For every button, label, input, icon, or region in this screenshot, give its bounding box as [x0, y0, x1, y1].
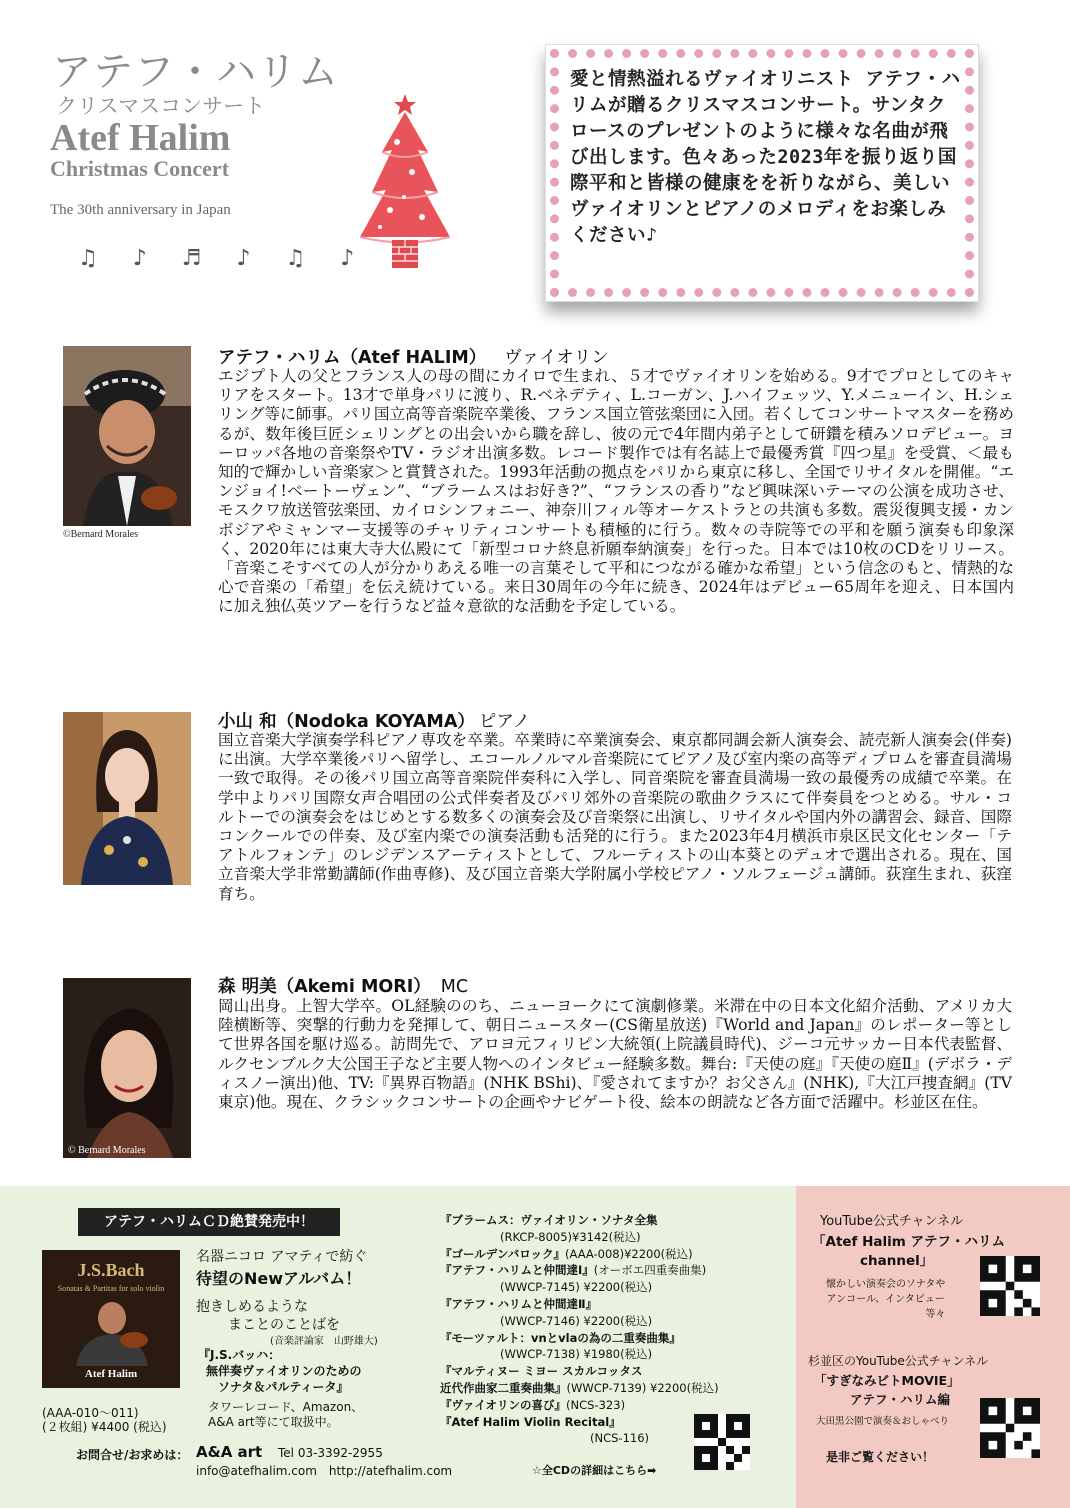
violinist-image	[62, 1296, 160, 1366]
youtube2-cta: 是非ご覧ください！	[826, 1450, 935, 1464]
contact-org: A&A art	[196, 1443, 263, 1461]
subtitle-en: Christmas Concert	[50, 156, 230, 181]
cd-item: 『ヴァイオリンの喜び』(NCS-323)	[440, 1397, 626, 1412]
review-quote2: まことのことばを	[228, 1317, 340, 1333]
album-cover-title: J.S.Bach	[77, 1260, 145, 1280]
artist-name: 森 明美（Akemi MORI）	[218, 977, 431, 997]
contact-label: お問合せ/お求めは：	[76, 1448, 189, 1462]
title-en: Atef Halim	[50, 117, 231, 159]
catalog-number: (AAA-010〜011)	[42, 1406, 139, 1420]
anniversary-text: The 30th anniversary in Japan	[50, 202, 231, 218]
youtube2-desc: 大田黒公園で演奏＆おしゃべり	[816, 1416, 950, 1427]
cd-item: (WWCP-7145) ¥2200(税込)	[500, 1280, 653, 1295]
artist-role: MC	[440, 977, 469, 997]
catalog-price: (２枚組) ¥4400 (税込)	[42, 1420, 167, 1434]
artist-role: ヴァイオリン	[504, 348, 609, 368]
cd-item: 近代作曲家二重奏曲集』(WWCP-7139) ¥2200(税込)	[440, 1380, 719, 1395]
cd-item: 『アテフ・ハリムと仲間達Ⅱ』	[440, 1296, 598, 1311]
youtube2-label: 杉並区のYouTube公式チャンネル	[808, 1354, 989, 1368]
all-cd-link[interactable]: ☆全CDの詳細はこちら➡	[532, 1464, 657, 1477]
album-cover-name: Atef Halim	[84, 1368, 138, 1380]
shops-line1: タワーレコード、Amazon、	[208, 1400, 364, 1414]
cd-item: (NCS-116)	[590, 1431, 650, 1446]
artist-name: アテフ・ハリム（Atef HALIM）	[218, 348, 487, 368]
atef-halim-photo	[63, 346, 191, 526]
bio-header-atef	[218, 344, 609, 369]
cd-banner: アテフ・ハリムＣＤ絶賛発売中！	[78, 1208, 340, 1236]
photo-credit: ©Bernard Morales	[63, 529, 139, 540]
youtube1-name2[interactable]: channel」	[860, 1253, 934, 1269]
cd-item: (WWCP-7146) ¥2200(税込)	[500, 1313, 653, 1328]
bio-header-mori	[218, 973, 468, 998]
artist-role: ピアノ	[478, 712, 530, 732]
bio-header-koyama	[218, 708, 530, 733]
cd-list	[440, 1212, 760, 1447]
album-line1: 名器ニコロ アマティで紡ぐ	[196, 1249, 368, 1265]
album-cover	[42, 1250, 180, 1388]
youtube1-name1[interactable]: 「Atef Halim アテフ・ハリム	[812, 1234, 1006, 1250]
photo-credit: © Bernard Morales	[68, 1145, 146, 1156]
album-title1: 『J.S.バッハ：	[198, 1348, 281, 1362]
bio-text-koyama: 国立音楽大学演奏学科ピアノ専攻を卒業。卒業時に卒業演奏会、東京都同調会新人演奏会、読売新人演奏会(伴奏)に出演。大学卒業後パリへ留学し、エコールノルマル音楽院にてピアノ及び室内楽の高等ディプロムを審査員満場一致で取得。その後パリ国立高等音楽院伴奏科に入学し、同音楽院を審査員満場一致の最優秀の成績で卒業。在学中よりパリ国際女声合唱団の公式伴奏者及びパリ郊外の音楽院の歌曲クラスにて伴奏員をつとめる。サル・コルトーでの演奏会をはじめとする数多くの演奏会及び音楽祭に出演し、リサイタルや国内外の講習会、録音、国際コンクールでの伴奏、及び室内楽での演奏活動も活発的に行う。また2023年4月横浜市泉区民文化センター「テアトルフォンテ」のレジデンスアーティストとして、フルーティストの山本葵とのデュオで選出される。現在、国立音楽大学非常勤講師(作曲専修)、及び国立音楽大学附属小学校ピアノ・ソルフェージュ講師。荻窪生まれ、荻窪育ち。	[218, 731, 1012, 903]
intro-message: 愛と情熱溢れるヴァイオリニスト アテフ・ハリムが贈るクリスマスコンサート。サンタクロースのプレゼントのように様々な名曲が飛び出します。色々あった2023年を振り返り国際平和と皆様の健康をを祈りながら、美しいヴァイオリンとピアノのメロディをお楽しみください♪	[570, 69, 961, 246]
cd-item: 『アテフ・ハリムと仲間達Ⅰ』(オーボエ四重奏曲集)	[440, 1263, 707, 1278]
contact-mail[interactable]: info@atefhalim.com http://atefhalim.com	[196, 1464, 453, 1478]
bio-text-atef: エジプト人の父とフランス人の母の間にカイロで生まれ、５才でヴァイオリンを始める。9才でプロとしてのキャリアをスタート。13才で単身パリに渡り、R.ベネデティ、L.コーガン、J.ハイフェッツ、Y.メニューイン、H.シェリング等に師事。パリ国立高等音楽院卒業後、フランス国立管弦楽団に入団。若くしてコンサートマスターを務めるが、数年後巨匠シェリングとの出会いから職を辞し、彼の元で4年間内弟子として研鑽を積みソロデビュー。ヨーロッパ各地の音楽祭やTV・ラジオ出演多数。レコード製作では有名誌上で最優秀賞『四つ星』を受賞、＜最も知的で輝かしい音楽家＞と賞賛された。1993年活動の拠点をパリから東京に移し、全国でリサイタルを開催。“エンジョイ!ベートーヴェン”、“ブラームスはお好き?”、“フランスの香り”など興味深いテーマの公演を成功させ、モスクワ放送管弦楽団、カイロシンフォニー、神奈川フィル等オーケストラとの共演も多数。震災復興支援・カンボジアやミャンマー支援等のチャリティコンサートも積極的に行う。数々の寺院等での平和を願う演奏も印象深く、2020年には東大寺大仏殿にて「新型コロナ終息祈願奉納演奏」を行った。日本では10枚のCDをリリース。「音楽こそすべての人が分かりあえる唯一の言葉そして平和につながる確かな希望」という信念のもと、情熱的な心で音楽の「希望」を伝え続けている。来日30周年の今年に続き、2024年はデビュー65周年を迎え、日本国内に加え独仏英ツアーを行うなど益々意欲的な活動を予定している。	[218, 367, 1014, 616]
album-cover-sub: Sonatas & Partitas for solo violin	[57, 1284, 165, 1293]
title-jp: アテフ・ハリム	[52, 49, 339, 95]
cd-item: 『ブラームス：ヴァイオリン・ソナタ全集	[440, 1213, 658, 1227]
cd-item: 『ゴールデンバロック』(AAA-008)¥2200(税込)	[440, 1246, 693, 1261]
youtube1-desc: 懐かしい演奏会のソナタや アンコール、インタビュー 等々	[826, 1279, 946, 1320]
qr-code-youtube2[interactable]	[980, 1398, 1040, 1458]
intro-message-card	[545, 44, 979, 302]
review-quote1: 抱きしめるような	[196, 1299, 308, 1315]
album-line2: 待望のNewアルバム！	[196, 1269, 362, 1288]
album-title3: ソナタ＆パルティータ』	[218, 1380, 349, 1394]
cd-item: 『モーツァルト：vnとvlaの為の二重奏曲集』	[440, 1330, 681, 1345]
artist-name: 小山 和（Nodoka KOYAMA）	[218, 712, 475, 732]
contact-tel: Tel 03-3392-2955	[278, 1446, 383, 1460]
cd-item: 『マルティヌー ミヨー スカルコッタス	[440, 1364, 643, 1379]
youtube2-name1[interactable]: 「すぎなみビトMOVIE」	[814, 1373, 960, 1388]
bio-text-mori: 岡山出身。上智大学卒。OL経験ののち、ニューヨークにて演劇修業。米滞在中の日本文化紹介活動、アメリカ大陸横断等、突撃的行動力を発揮して、朝日ニュ−スター(CS衛星放送)『World and Japan』のレポーター等として世界各国を駆け巡る。訪問先で、アロヨ元フィリピン大統領(上院議員時代)、ジーコ元サッカー日本代表監督、ルクセンブルク大公国王子など主要人物へのインタビュー経験多数。舞台:『天使の庭』『天使の庭Ⅱ』(デボラ・ディスノー演出)他、TV:『異界百物語』(NHK BShi)、『愛されてますか？お父さん』(NHK),『大江戸捜査網』(TV東京)他。現在、クラシックコンサートの企画やナビゲート役、絵本の朗読など各方面で活躍中。杉並区在住。	[218, 997, 1012, 1112]
nodoka-koyama-photo	[63, 712, 191, 885]
cd-item: (RKCP-8005)¥3142(税込)	[500, 1229, 641, 1244]
qr-code-cd[interactable]	[694, 1414, 750, 1470]
album-title2: 無伴奏ヴァイオリンのための	[206, 1364, 362, 1378]
youtube1-label: YouTube公式チャンネル	[820, 1214, 964, 1229]
shops-line2: A&A art等にて取扱中。	[208, 1415, 339, 1429]
cd-item: 『Atef Halim Violin Recital』	[440, 1414, 621, 1429]
christmas-tree-icon	[352, 92, 458, 272]
subtitle-jp: クリスマスコンサート	[56, 94, 266, 118]
music-notes: ♫ ♪ ♬ ♪ ♫ ♪	[78, 246, 369, 271]
youtube2-name2[interactable]: アテフ・ハリム編	[850, 1392, 951, 1407]
akemi-mori-photo	[63, 978, 191, 1158]
qr-code-youtube1[interactable]	[980, 1256, 1040, 1316]
review-credit: (音楽評論家 山野雄大)	[270, 1336, 378, 1347]
cd-item: (WWCP-7138) ¥1980(税込)	[500, 1347, 653, 1362]
